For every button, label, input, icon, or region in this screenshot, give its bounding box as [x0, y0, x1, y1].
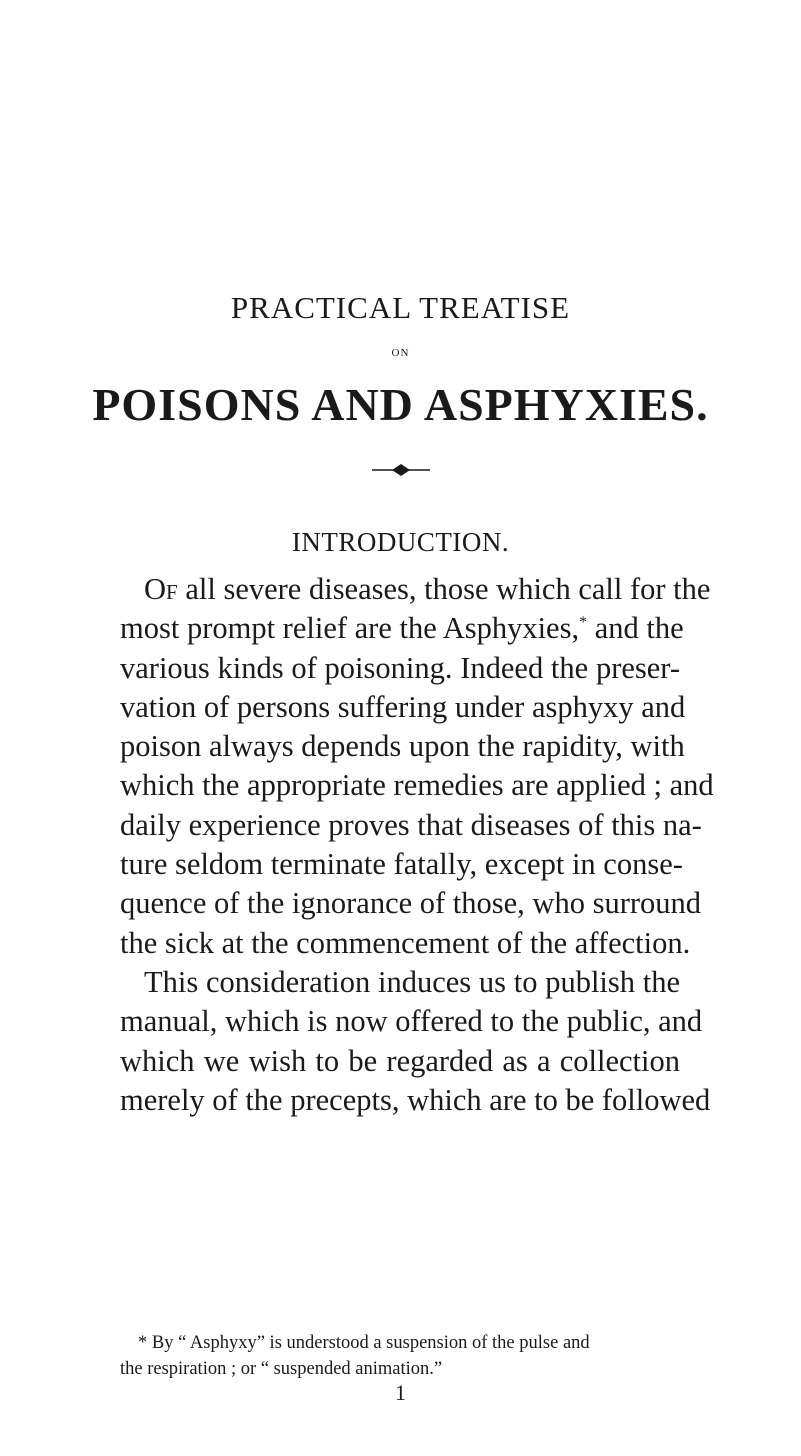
body-line-3: various kinds of poisoning. Indeed the preser-	[120, 650, 680, 685]
title-on: ON	[391, 347, 410, 359]
page-number: 1	[395, 1380, 406, 1405]
body-paragraph	[120, 570, 714, 1120]
body-line-7: daily experience proves that diseases of this na-	[120, 807, 702, 842]
body-line-11: This consideration induces us to publish the	[144, 964, 680, 999]
title-line-practical-treatise: PRACTICAL TREATISE	[230, 290, 571, 325]
footnote-line-1: * By “ Asphyxy” is understood a suspension of the pulse and	[138, 1333, 590, 1353]
footnote-line-2: the respiration ; or “ suspended animation.”	[120, 1359, 443, 1379]
body-line-12: manual, which is now offered to the public, and	[120, 1004, 703, 1039]
footnote-marker: *	[579, 614, 588, 632]
body-line-1	[120, 570, 711, 609]
section-heading-introduction: INTRODUCTION.	[291, 527, 510, 557]
body-line-5: poison always depends upon the rapidity, with	[120, 729, 685, 764]
body-line-9: quence of the ignorance of those, who surround	[120, 886, 702, 921]
diamond-rule-ornament-icon	[372, 463, 430, 477]
body-line-8: ture seldom terminate fatally, except in conse-	[120, 847, 683, 882]
body-line-6: which the appropriate remedies are applied ; and	[120, 768, 714, 803]
body-line-2	[120, 609, 684, 648]
title-main: POISONS AND ASPHYXIES.	[92, 379, 709, 430]
first-word: Of	[144, 572, 178, 606]
body-line-2-text: most prompt relief are the Asphyxies,	[120, 611, 580, 646]
body-line-4: vation of persons suffering under asphyxy and	[120, 689, 686, 724]
body-line-1-text: all severe diseases, those which call for the	[177, 572, 711, 606]
body-line-14: merely of the precepts, which are to be followed	[120, 1082, 711, 1117]
body-line-2-tail: and the	[587, 611, 684, 646]
body-line-13: which we wish to be regarded as a collection	[120, 1043, 680, 1078]
body-line-10: the sick at the commencement of the affection.	[120, 925, 691, 960]
footnote	[120, 1330, 680, 1382]
